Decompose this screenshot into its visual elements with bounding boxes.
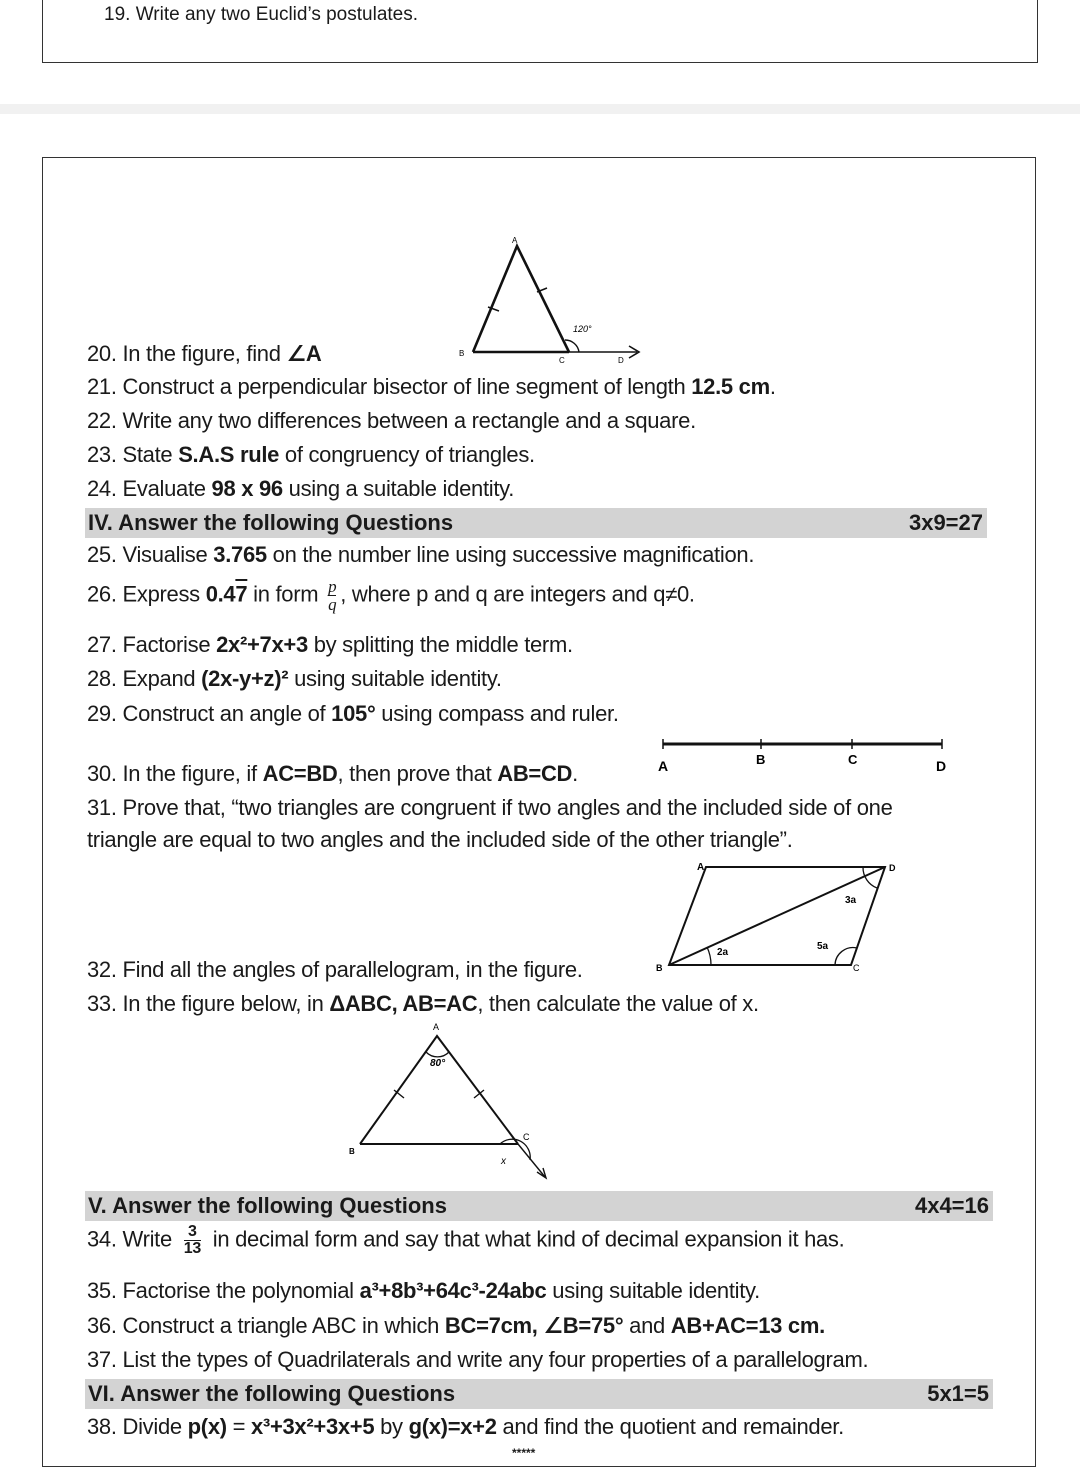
fig20-angle: 120° [573,324,592,334]
question-19: 19. Write any two Euclid’s postulates. [104,4,419,25]
fig32-label-b: B [656,963,663,973]
question-34: 34. Write $\frac{3}{13}$ in decimal form and say that what kind of decimal expansion it has. [87,1223,845,1257]
fig20-label-d: D [618,356,624,364]
question-35: 35. Factorise the polynomial a³+8b³+64c³-24abc using suitable identity. [87,1278,760,1303]
fig32-label-d: D [889,863,896,873]
figure-q30-line [655,738,955,774]
fig32-angle-5a: 5a [817,941,829,952]
question-20: 20. In the figure, find ∠A [87,341,322,366]
question-37: 37. List the types of Quadrilaterals and write any four properties of a parallelogram. [87,1347,869,1372]
fig30-label-d: D [936,758,947,774]
fig30-label-b: B [756,752,766,767]
fig30-label-c: C [848,752,858,767]
section-header-vi: VI. Answer the following Questions 5x1=5 [85,1379,993,1409]
section-header-iv: IV. Answer the following Questions 3x9=27 [85,508,987,538]
fig33-label-c: C [523,1132,530,1142]
end-stars: ***** [512,1446,536,1460]
question-29: 29. Construct an angle of 105° using compass and ruler. [87,701,619,726]
fig33-x: x [501,1156,506,1167]
figure-q20-triangle [455,232,655,364]
question-32: 32. Find all the angles of parallelogram, in the figure. [87,957,583,982]
question-31-line-2: triangle are equal to two angles and the included side of the other triangle”. [87,827,793,852]
fig33-label-b: B [349,1147,355,1156]
question-28: 28. Expand (2x-y+z)² using suitable identity. [87,666,502,691]
question-33: 33. In the figure below, in ΔABC, AB=AC, then calculate the value of x. [87,991,759,1016]
fig33-angle: 80° [430,1058,446,1069]
question-26: 26. Express 0.47 in form $\frac{p}{q}$ , where p and q are integers and q≠0. [87,577,695,614]
question-27: 27. Factorise 2x²+7x+3 by splitting the middle term. [87,632,573,657]
fig20-label-a: A [512,236,518,245]
question-30: 30. In the figure, if AC=BD, then prove that AB=CD. [87,761,578,786]
question-38: 38. Divide p(x) = x³+3x²+3x+5 by g(x)=x+2 and find the quotient and remainder. [87,1414,844,1439]
fig33-label-a: A [433,1022,440,1032]
fig32-label-c: C [853,963,860,973]
page-gap [0,104,1080,114]
fig20-label-b: B [459,349,465,358]
fig32-angle-2a: 2a [717,947,729,958]
question-21: 21. Construct a perpendicular bisector of line segment of length 12.5 cm. [87,374,776,399]
figure-q33-triangle [340,1014,565,1189]
question-36: 36. Construct a triangle ABC in which BC=7cm, ∠B=75° and AB+AC=13 cm. [87,1313,825,1338]
figure-q32-parallelogram [655,858,905,980]
fig32-angle-3a: 3a [845,895,857,906]
question-22: 22. Write any two differences between a rectangle and a square. [87,408,696,433]
question-25: 25. Visualise 3.765 on the number line using successive magnification. [87,542,755,567]
fig32-label-a: A [697,862,705,873]
fig20-label-c: C [559,356,565,364]
section-header-v: V. Answer the following Questions 4x4=16 [85,1191,993,1221]
question-31-line-1: 31. Prove that, “two triangles are congruent if two angles and the included side of one [87,795,893,820]
fig30-label-a: A [658,758,669,774]
question-24: 24. Evaluate 98 x 96 using a suitable identity. [87,476,515,501]
question-23: 23. State S.A.S rule of congruency of triangles. [87,442,535,467]
